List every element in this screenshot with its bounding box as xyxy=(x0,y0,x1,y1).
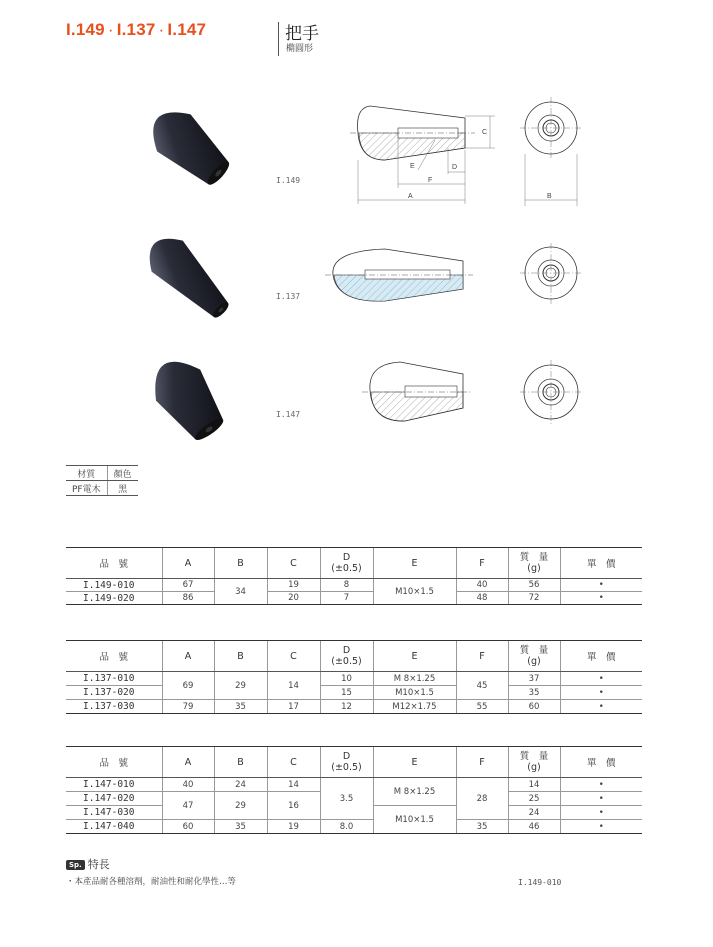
col-header-d: D (±0.5) xyxy=(320,747,373,778)
col-header-c: C xyxy=(267,641,320,672)
figure-label-i137: I.137 xyxy=(276,292,301,301)
col-header-weight: 質 量 (g) xyxy=(508,548,560,579)
col-header-c: C xyxy=(267,747,320,778)
figure-label-i149: I.149 xyxy=(276,176,301,185)
table-row: I.137-020 15 M10×1.5 35 • xyxy=(66,686,642,700)
table-row: I.147-030 M10×1.5 24 • xyxy=(66,806,642,820)
col-header-code: 品 號 xyxy=(66,641,162,672)
col-header-b: B xyxy=(214,641,267,672)
table-row: I.147-040 60 35 19 8.0 35 46 • xyxy=(66,820,642,834)
col-header-b: B xyxy=(214,548,267,579)
model-title-2: I.137 xyxy=(116,20,156,39)
drawing-i147 xyxy=(360,356,590,428)
dim-letter-e: E xyxy=(410,163,415,170)
col-header-b: B xyxy=(214,747,267,778)
spec-table-i147 xyxy=(66,746,642,834)
table-row: I.137-030 79 35 17 12 M12×1.75 55 60 • xyxy=(66,700,642,714)
col-header-price: 單 價 xyxy=(560,747,642,778)
sp-badge: Sp. xyxy=(66,860,85,870)
model-title-1: I.149 xyxy=(66,20,105,39)
col-header-code: 品 號 xyxy=(66,548,162,579)
features-heading xyxy=(66,856,110,872)
col-header-e: E xyxy=(373,641,456,672)
figure-label-i147: I.147 xyxy=(276,410,301,419)
col-header-price: 單 價 xyxy=(560,548,642,579)
page-code: I.149-010 xyxy=(518,878,562,887)
col-header-d: D (±0.5) xyxy=(320,641,373,672)
col-header-weight: 質 量 (g) xyxy=(508,747,560,778)
col-header-f: F xyxy=(456,548,508,579)
material-value: PF電木 xyxy=(66,481,107,496)
features-title: 特長 xyxy=(87,858,110,871)
col-header-f: F xyxy=(456,641,508,672)
spec-table-i137 xyxy=(66,640,642,714)
dim-letter-d: D xyxy=(452,164,458,171)
col-header-e: E xyxy=(373,548,456,579)
title-separator: · xyxy=(158,20,165,39)
dim-letter-f: F xyxy=(428,177,433,184)
col-header-a: A xyxy=(162,747,214,778)
col-header-weight: 質 量 (g) xyxy=(508,641,560,672)
col-header-a: A xyxy=(162,641,214,672)
dim-letter-a: A xyxy=(408,193,413,200)
table-row: I.137-010 69 29 14 10 M 8×1.25 45 37 • xyxy=(66,672,642,686)
page-title xyxy=(66,20,206,40)
model-title-3: I.147 xyxy=(167,20,207,39)
col-header-e: E xyxy=(373,747,456,778)
table-row: I.149-020 86 20 7 48 72 • xyxy=(66,592,642,605)
knob-photo-i137 xyxy=(125,226,250,326)
col-header-code: 品 號 xyxy=(66,747,162,778)
drawing-i137 xyxy=(325,243,590,313)
color-header: 顏色 xyxy=(107,466,138,481)
subcategory-label: 橢圓形 xyxy=(286,44,314,54)
dim-letter-b: B xyxy=(547,193,552,200)
color-value: 黑 xyxy=(107,481,138,496)
category-title: 把手 xyxy=(285,24,319,44)
material-header: 材質 xyxy=(66,466,107,481)
table-row: I.147-010 40 24 14 3.5 M 8×1.25 28 14 • xyxy=(66,778,642,792)
col-header-price: 單 價 xyxy=(560,641,642,672)
title-separator: · xyxy=(107,20,114,39)
col-header-f: F xyxy=(456,747,508,778)
header-divider xyxy=(278,22,279,56)
col-header-c: C xyxy=(267,548,320,579)
table-row: I.147-020 47 29 16 25 • xyxy=(66,792,642,806)
col-header-d: D (±0.5) xyxy=(320,548,373,579)
material-table xyxy=(66,465,138,496)
spec-table-i149 xyxy=(66,547,642,605)
features-note: ・本產品耐各種溶劑，耐油性和耐化學性…等 xyxy=(66,877,237,887)
col-header-a: A xyxy=(162,548,214,579)
dim-letter-c: C xyxy=(482,129,488,136)
drawing-i149 xyxy=(330,88,590,213)
table-row: I.149-010 67 34 19 8 M10×1.5 40 56 • xyxy=(66,579,642,592)
knob-photo-i149 xyxy=(120,88,250,198)
knob-photo-i147 xyxy=(130,345,240,445)
